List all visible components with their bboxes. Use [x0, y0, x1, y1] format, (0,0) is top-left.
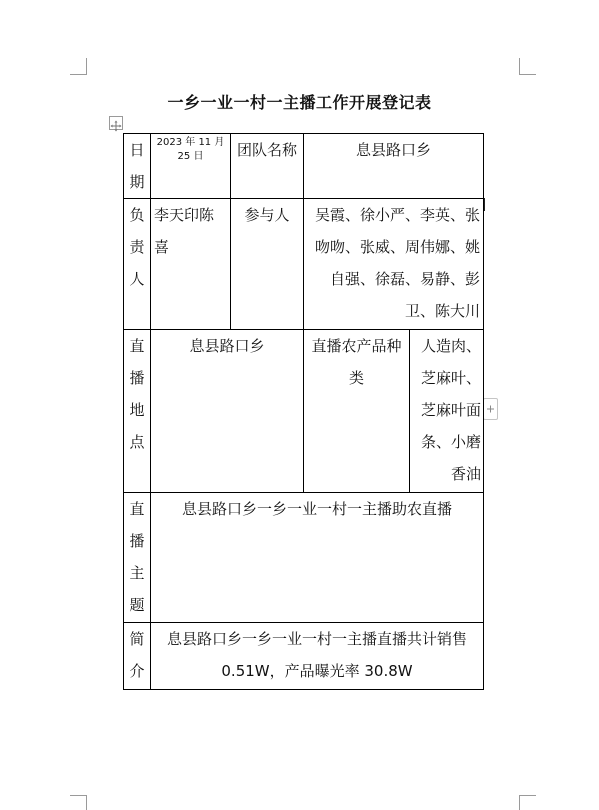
date-value-cell[interactable]: 2023 年 11 月 25 日 — [151, 134, 231, 199]
product-label-cell: 直播农产品种类 — [304, 330, 410, 493]
registration-table — [123, 133, 484, 690]
intro-label-cell: 简介 — [124, 623, 151, 690]
page-corner-mark — [70, 58, 87, 75]
theme-label-cell: 直播主题 — [124, 493, 151, 623]
date-label-cell: 日期 — [124, 134, 151, 199]
table-row-date — [124, 134, 484, 199]
participants-value-cell[interactable]: 吴霞、徐小严、李英、张吻吻、张威、周伟娜、姚自强、徐磊、易静、彭卫、陈大川 — [304, 199, 484, 330]
table-row-intro — [124, 623, 484, 690]
page-corner-mark — [519, 58, 536, 75]
team-value-cell[interactable]: 息县路口乡 — [304, 134, 484, 199]
location-label-cell: 直播地点 — [124, 330, 151, 493]
table-row-theme — [124, 493, 484, 623]
document-title: 一乡一业一村一主播工作开展登记表 — [167, 93, 432, 112]
team-label-cell: 团队名称 — [231, 134, 304, 199]
table-row-location — [124, 330, 484, 493]
add-column-icon[interactable] — [483, 398, 498, 420]
location-value-cell[interactable]: 息县路口乡 — [151, 330, 304, 493]
intro-value-cell[interactable]: 息县路口乡一乡一业一村一主播直播共计销售0.51W，产品曝光率 30.8W — [151, 623, 484, 690]
leader-label-cell: 负责人 — [124, 199, 151, 330]
leader-value-cell[interactable]: 李天印陈喜 — [151, 199, 231, 330]
product-value-cell[interactable]: 人造肉、芝麻叶、芝麻叶面条、小磨香油 — [410, 330, 484, 493]
participants-label-cell: 参与人 — [231, 199, 304, 330]
theme-value-cell[interactable]: 息县路口乡一乡一业一村一主播助农直播 — [151, 493, 484, 623]
table-row-leader — [124, 199, 484, 330]
table-move-icon[interactable] — [109, 116, 123, 130]
